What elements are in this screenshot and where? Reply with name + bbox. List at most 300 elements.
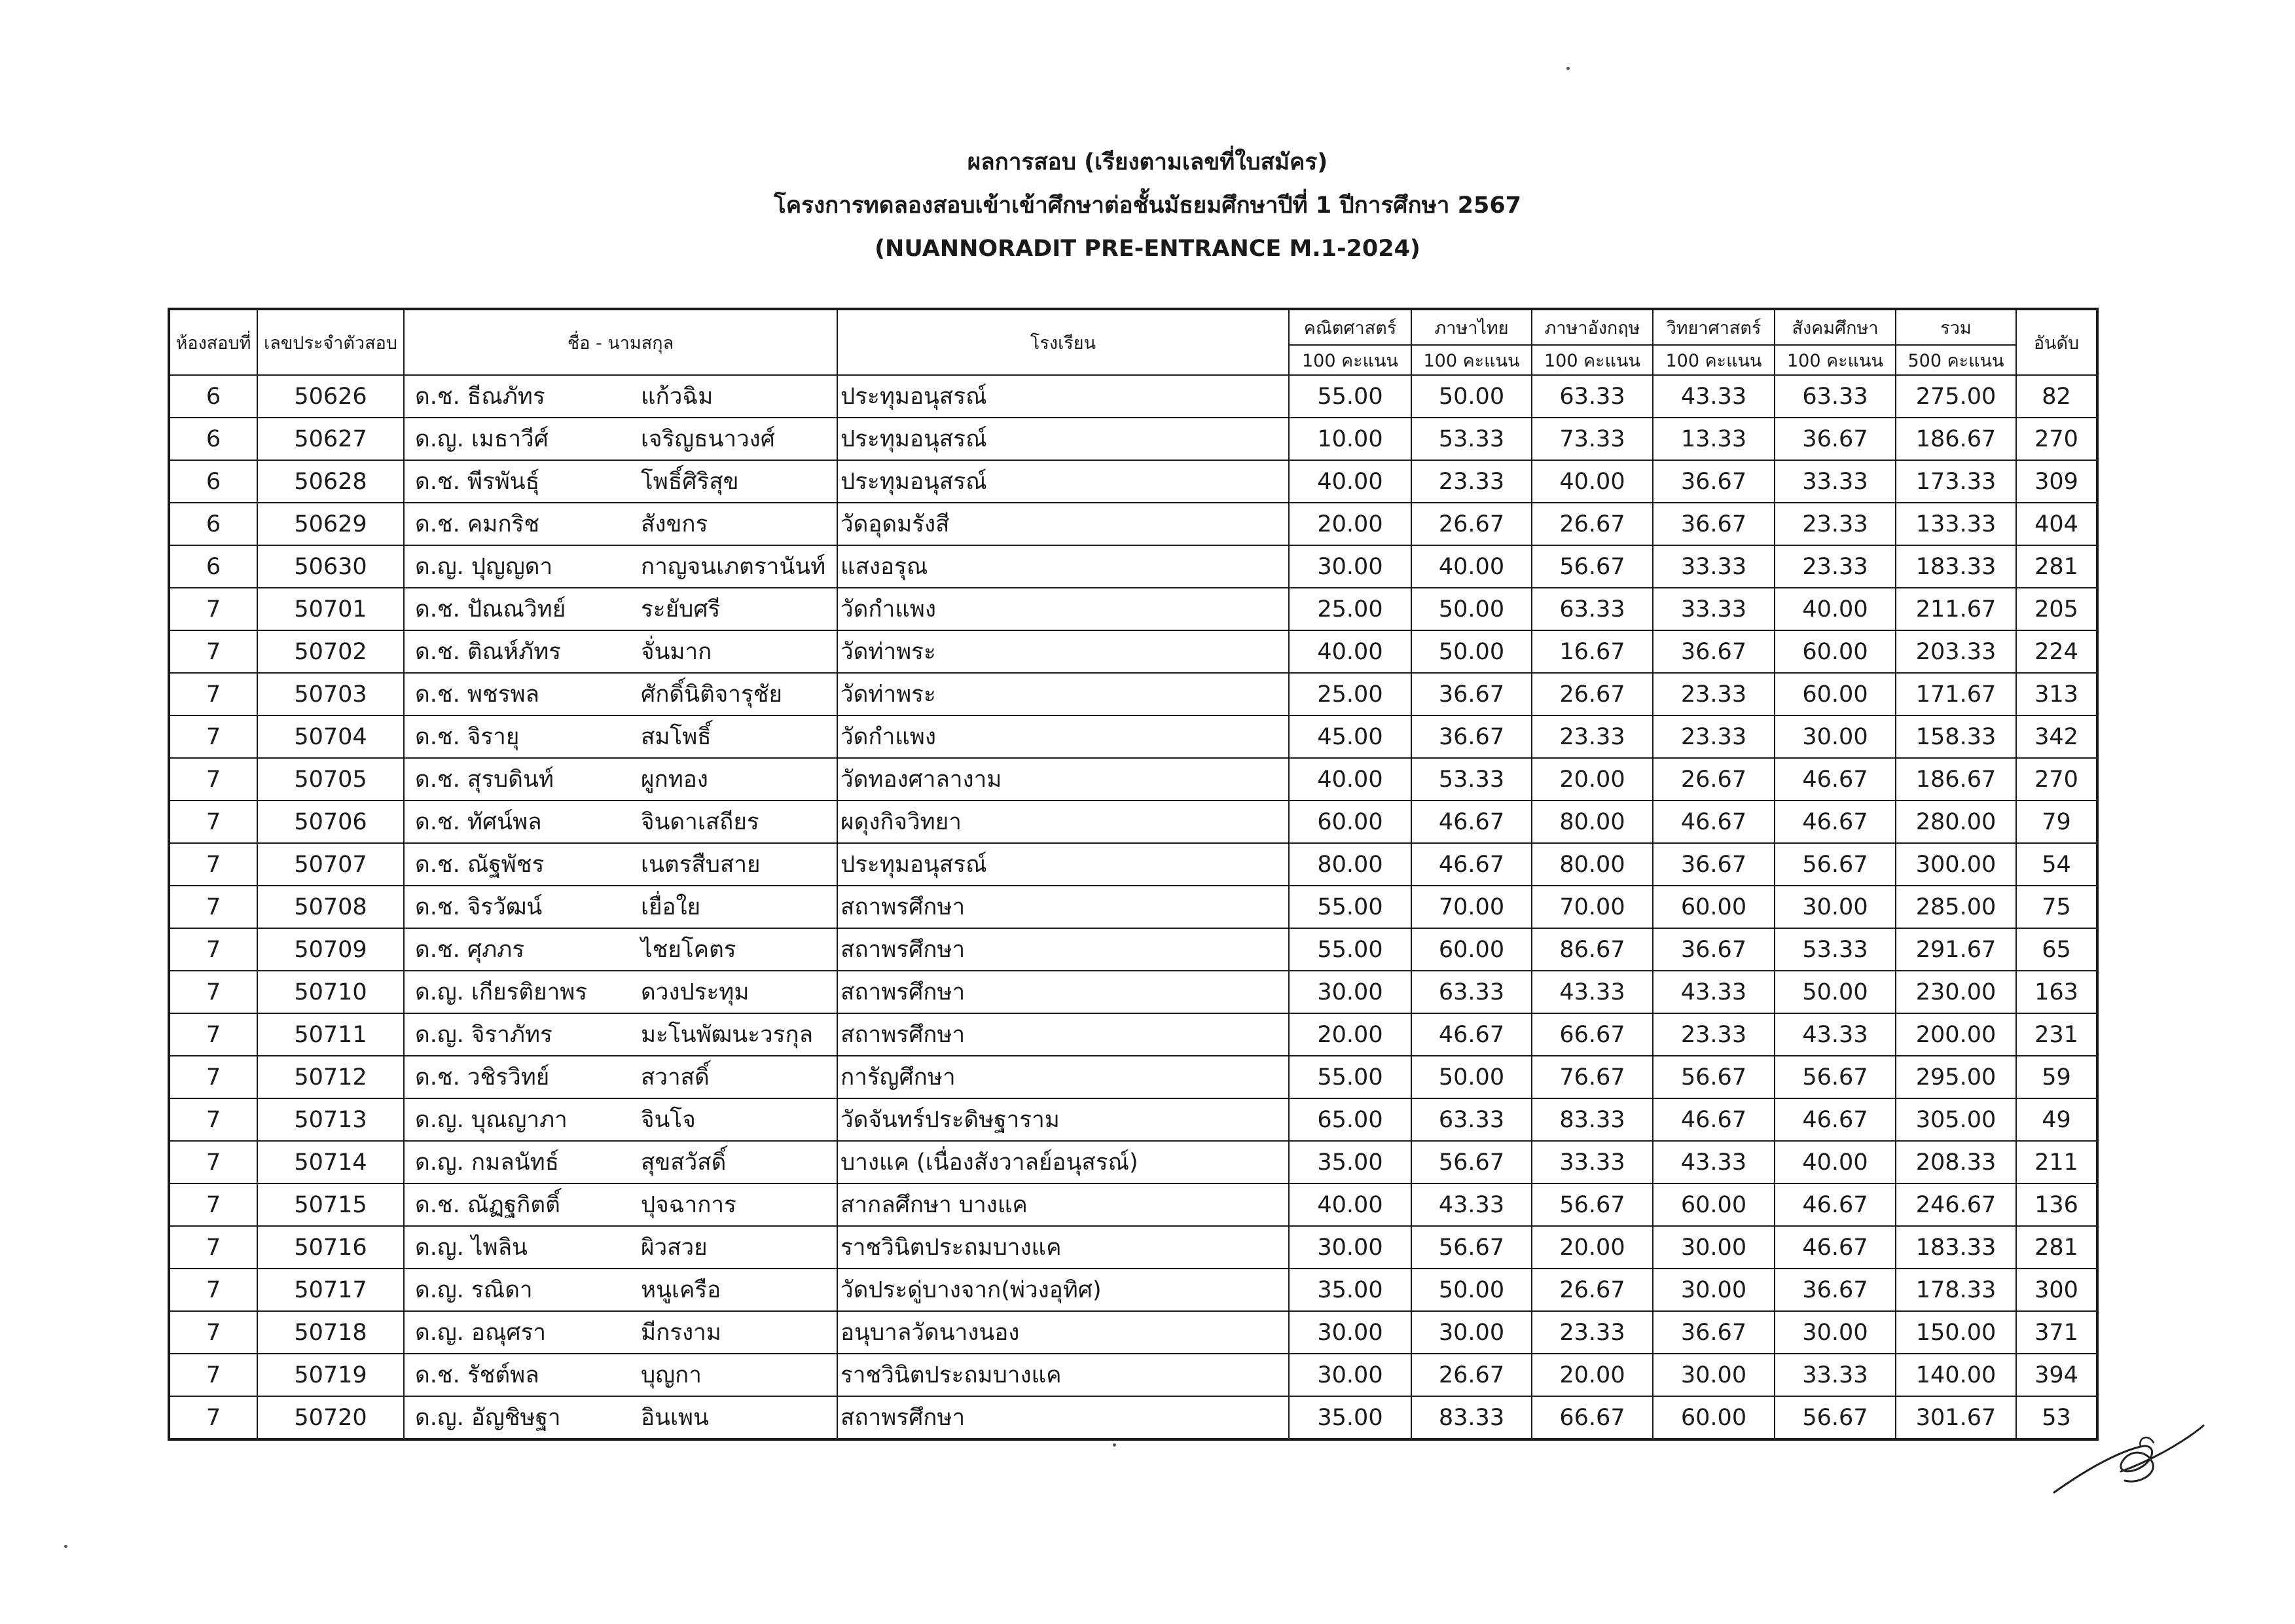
cell-total: 178.33 xyxy=(1896,1269,2016,1311)
title-line-1: ผลการสอบ (เรียงตามเลขที่ใบสมัคร) xyxy=(967,149,1328,175)
cell-name xyxy=(404,1013,837,1056)
last-name: จั่นมาก xyxy=(641,639,712,665)
cell-rank: 136 xyxy=(2016,1183,2097,1226)
cell-exam-id: 50701 xyxy=(257,588,404,630)
table-row xyxy=(169,1311,2097,1354)
cell-math: 35.00 xyxy=(1289,1396,1411,1439)
cell-room: 7 xyxy=(169,928,257,971)
cell-science: 36.67 xyxy=(1653,1311,1775,1354)
last-name: อินเพน xyxy=(641,1405,709,1431)
cell-thai: 56.67 xyxy=(1411,1226,1532,1269)
last-name: สวาสดิ์ xyxy=(641,1064,710,1091)
header-school: โรงเรียน xyxy=(837,309,1289,375)
cell-school: ราชวินิตประถมบางแค xyxy=(837,1354,1289,1396)
header-max-total: 500 คะแนน xyxy=(1896,345,2016,375)
cell-science: 60.00 xyxy=(1653,886,1775,928)
cell-rank: 53 xyxy=(2016,1396,2097,1439)
first-name: ด.ช. พีรพันธุ์ xyxy=(415,469,540,495)
cell-science: 46.67 xyxy=(1653,801,1775,843)
header-social: สังคมศึกษา xyxy=(1775,309,1896,345)
cell-social: 46.67 xyxy=(1775,1183,1896,1226)
header-max-thai: 100 คะแนน xyxy=(1411,345,1532,375)
header-rank: อันดับ xyxy=(2016,309,2097,375)
cell-school: วัดประดู่บางจาก(พ่วงอุทิศ) xyxy=(837,1269,1289,1311)
cell-name xyxy=(404,758,837,801)
cell-room: 7 xyxy=(169,801,257,843)
cell-english: 40.00 xyxy=(1532,460,1653,503)
cell-room: 7 xyxy=(169,715,257,758)
cell-name xyxy=(404,715,837,758)
cell-school: การัญศึกษา xyxy=(837,1056,1289,1098)
last-name: โพธิ์ศิริสุข xyxy=(641,469,739,495)
cell-school: วัดกำแพง xyxy=(837,715,1289,758)
scan-speck xyxy=(1566,67,1570,70)
cell-english: 20.00 xyxy=(1532,1354,1653,1396)
last-name: หนูเครือ xyxy=(641,1277,721,1303)
cell-thai: 43.33 xyxy=(1411,1183,1532,1226)
cell-name xyxy=(404,843,837,886)
table-row xyxy=(169,630,2097,673)
first-name: ด.ช. พชรพล xyxy=(415,681,540,708)
cell-exam-id: 50704 xyxy=(257,715,404,758)
cell-exam-id: 50719 xyxy=(257,1354,404,1396)
cell-english: 63.33 xyxy=(1532,375,1653,418)
cell-school: วัดท่าพระ xyxy=(837,673,1289,715)
cell-name xyxy=(404,886,837,928)
cell-name xyxy=(404,545,837,588)
cell-school: ราชวินิตประถมบางแค xyxy=(837,1226,1289,1269)
cell-science: 30.00 xyxy=(1653,1354,1775,1396)
cell-science: 30.00 xyxy=(1653,1226,1775,1269)
cell-room: 7 xyxy=(169,1311,257,1354)
cell-thai: 83.33 xyxy=(1411,1396,1532,1439)
cell-name xyxy=(404,503,837,545)
table-row xyxy=(169,1183,2097,1226)
cell-thai: 63.33 xyxy=(1411,1098,1532,1141)
cell-name xyxy=(404,588,837,630)
first-name: ด.ช. ติณห์ภัทร xyxy=(415,639,562,665)
last-name: เนตรสืบสาย xyxy=(641,852,761,878)
cell-english: 26.67 xyxy=(1532,1269,1653,1311)
cell-rank: 394 xyxy=(2016,1354,2097,1396)
first-name: ด.ช. ธีณภัทร xyxy=(415,384,545,410)
header-english: ภาษาอังกฤษ xyxy=(1532,309,1653,345)
cell-rank: 281 xyxy=(2016,1226,2097,1269)
cell-science: 23.33 xyxy=(1653,715,1775,758)
cell-room: 7 xyxy=(169,1226,257,1269)
cell-rank: 300 xyxy=(2016,1269,2097,1311)
cell-social: 23.33 xyxy=(1775,503,1896,545)
cell-rank: 270 xyxy=(2016,418,2097,460)
last-name: ศักดิ์นิติจารุชัย xyxy=(641,681,783,708)
cell-social: 56.67 xyxy=(1775,843,1896,886)
cell-science: 43.33 xyxy=(1653,375,1775,418)
cell-room: 6 xyxy=(169,418,257,460)
cell-science: 60.00 xyxy=(1653,1396,1775,1439)
cell-exam-id: 50707 xyxy=(257,843,404,886)
cell-school: ประทุมอนุสรณ์ xyxy=(837,460,1289,503)
last-name: เยื่อใย xyxy=(641,894,701,920)
cell-name xyxy=(404,418,837,460)
cell-science: 36.67 xyxy=(1653,503,1775,545)
cell-english: 26.67 xyxy=(1532,673,1653,715)
cell-science: 13.33 xyxy=(1653,418,1775,460)
table-header xyxy=(169,309,2097,375)
table-row xyxy=(169,460,2097,503)
last-name: ผิวสวย xyxy=(641,1235,708,1261)
table-row xyxy=(169,758,2097,801)
cell-thai: 36.67 xyxy=(1411,673,1532,715)
table-row xyxy=(169,1269,2097,1311)
cell-room: 7 xyxy=(169,673,257,715)
cell-total: 246.67 xyxy=(1896,1183,2016,1226)
cell-rank: 211 xyxy=(2016,1141,2097,1183)
cell-english: 70.00 xyxy=(1532,886,1653,928)
cell-social: 23.33 xyxy=(1775,545,1896,588)
table-row xyxy=(169,673,2097,715)
table-row xyxy=(169,715,2097,758)
cell-school: สถาพรศึกษา xyxy=(837,886,1289,928)
table-row xyxy=(169,1396,2097,1439)
header-name: ชื่อ - นามสกุล xyxy=(404,309,837,375)
cell-room: 7 xyxy=(169,1183,257,1226)
cell-rank: 79 xyxy=(2016,801,2097,843)
cell-exam-id: 50713 xyxy=(257,1098,404,1141)
cell-total: 183.33 xyxy=(1896,1226,2016,1269)
cell-total: 285.00 xyxy=(1896,886,2016,928)
cell-social: 46.67 xyxy=(1775,1098,1896,1141)
table-row xyxy=(169,503,2097,545)
cell-exam-id: 50711 xyxy=(257,1013,404,1056)
cell-math: 25.00 xyxy=(1289,673,1411,715)
cell-math: 30.00 xyxy=(1289,971,1411,1013)
first-name: ด.ช. ศุภภร xyxy=(415,937,525,963)
first-name: ด.ญ. จิราภัทร xyxy=(415,1022,552,1048)
cell-exam-id: 50630 xyxy=(257,545,404,588)
cell-english: 80.00 xyxy=(1532,843,1653,886)
cell-name xyxy=(404,630,837,673)
first-name: ด.ช. ปัณณวิทย์ xyxy=(415,596,566,623)
cell-thai: 63.33 xyxy=(1411,971,1532,1013)
cell-english: 80.00 xyxy=(1532,801,1653,843)
cell-math: 40.00 xyxy=(1289,630,1411,673)
cell-total: 305.00 xyxy=(1896,1098,2016,1141)
last-name: มะโนพัฒนะวรกุล xyxy=(641,1022,814,1048)
cell-math: 40.00 xyxy=(1289,758,1411,801)
cell-room: 7 xyxy=(169,971,257,1013)
cell-english: 20.00 xyxy=(1532,758,1653,801)
cell-math: 30.00 xyxy=(1289,1311,1411,1354)
cell-total: 208.33 xyxy=(1896,1141,2016,1183)
cell-room: 7 xyxy=(169,1056,257,1098)
cell-math: 20.00 xyxy=(1289,503,1411,545)
cell-name xyxy=(404,1354,837,1396)
cell-rank: 205 xyxy=(2016,588,2097,630)
cell-exam-id: 50716 xyxy=(257,1226,404,1269)
table-row xyxy=(169,1354,2097,1396)
cell-school: วัดท่าพระ xyxy=(837,630,1289,673)
cell-name xyxy=(404,1098,837,1141)
table-row xyxy=(169,1056,2097,1098)
cell-rank: 281 xyxy=(2016,545,2097,588)
cell-social: 63.33 xyxy=(1775,375,1896,418)
cell-exam-id: 50627 xyxy=(257,418,404,460)
cell-english: 23.33 xyxy=(1532,715,1653,758)
cell-rank: 309 xyxy=(2016,460,2097,503)
cell-rank: 49 xyxy=(2016,1098,2097,1141)
title-line-2: โครงการทดลองสอบเข้าเข้าศึกษาต่อชั้นมัธยมศึกษาปีที่ 1 ปีการศึกษา 2567 xyxy=(773,192,1522,219)
cell-exam-id: 50706 xyxy=(257,801,404,843)
cell-science: 60.00 xyxy=(1653,1183,1775,1226)
cell-total: 150.00 xyxy=(1896,1311,2016,1354)
cell-rank: 54 xyxy=(2016,843,2097,886)
first-name: ด.ช. ณัฐพัชร xyxy=(415,852,545,878)
cell-total: 140.00 xyxy=(1896,1354,2016,1396)
cell-rank: 270 xyxy=(2016,758,2097,801)
cell-name xyxy=(404,801,837,843)
cell-total: 186.67 xyxy=(1896,418,2016,460)
cell-exam-id: 50709 xyxy=(257,928,404,971)
cell-room: 7 xyxy=(169,886,257,928)
cell-thai: 53.33 xyxy=(1411,418,1532,460)
cell-school: วัดจันทร์ประดิษฐาราม xyxy=(837,1098,1289,1141)
table-row xyxy=(169,588,2097,630)
first-name: ด.ญ. กมลนัทธ์ xyxy=(415,1149,559,1176)
table-row xyxy=(169,843,2097,886)
cell-exam-id: 50705 xyxy=(257,758,404,801)
cell-social: 56.67 xyxy=(1775,1056,1896,1098)
cell-total: 171.67 xyxy=(1896,673,2016,715)
last-name: จินโจ xyxy=(641,1107,696,1133)
cell-total: 295.00 xyxy=(1896,1056,2016,1098)
first-name: ด.ญ. อณุศรา xyxy=(415,1320,547,1346)
cell-social: 53.33 xyxy=(1775,928,1896,971)
cell-english: 33.33 xyxy=(1532,1141,1653,1183)
cell-math: 10.00 xyxy=(1289,418,1411,460)
cell-english: 56.67 xyxy=(1532,545,1653,588)
cell-social: 46.67 xyxy=(1775,801,1896,843)
cell-science: 43.33 xyxy=(1653,1141,1775,1183)
cell-school: แสงอรุณ xyxy=(837,545,1289,588)
header-thai: ภาษาไทย xyxy=(1411,309,1532,345)
cell-name xyxy=(404,1141,837,1183)
cell-social: 46.67 xyxy=(1775,758,1896,801)
cell-room: 6 xyxy=(169,545,257,588)
cell-english: 86.67 xyxy=(1532,928,1653,971)
cell-room: 7 xyxy=(169,1354,257,1396)
cell-science: 36.67 xyxy=(1653,460,1775,503)
cell-school: วัดอุดมรังสี xyxy=(837,503,1289,545)
cell-social: 30.00 xyxy=(1775,1311,1896,1354)
first-name: ด.ญ. อัญชิษฐา xyxy=(415,1405,561,1431)
cell-school: วัดกำแพง xyxy=(837,588,1289,630)
cell-exam-id: 50715 xyxy=(257,1183,404,1226)
cell-science: 33.33 xyxy=(1653,545,1775,588)
cell-english: 43.33 xyxy=(1532,971,1653,1013)
last-name: ปุจฉาการ xyxy=(641,1192,736,1218)
first-name: ด.ญ. ปุญญดา xyxy=(415,554,553,580)
last-name: จินดาเสถียร xyxy=(641,809,759,835)
cell-room: 7 xyxy=(169,1396,257,1439)
scan-speck xyxy=(64,1545,67,1548)
header-id: เลขประจำตัวสอบ xyxy=(257,309,404,375)
last-name: ผูกทอง xyxy=(641,767,708,793)
cell-science: 36.67 xyxy=(1653,843,1775,886)
first-name: ด.ช. จิรวัฒน์ xyxy=(415,894,543,920)
table-row xyxy=(169,375,2097,418)
cell-exam-id: 50720 xyxy=(257,1396,404,1439)
cell-total: 173.33 xyxy=(1896,460,2016,503)
cell-math: 25.00 xyxy=(1289,588,1411,630)
table-row xyxy=(169,418,2097,460)
table-row xyxy=(169,971,2097,1013)
cell-social: 60.00 xyxy=(1775,673,1896,715)
cell-rank: 404 xyxy=(2016,503,2097,545)
cell-total: 133.33 xyxy=(1896,503,2016,545)
table-row xyxy=(169,1226,2097,1269)
cell-thai: 50.00 xyxy=(1411,1269,1532,1311)
header-max-science: 100 คะแนน xyxy=(1653,345,1775,375)
cell-english: 23.33 xyxy=(1532,1311,1653,1354)
header-max-social: 100 คะแนน xyxy=(1775,345,1896,375)
cell-science: 23.33 xyxy=(1653,673,1775,715)
cell-math: 55.00 xyxy=(1289,928,1411,971)
header-max-english: 100 คะแนน xyxy=(1532,345,1653,375)
cell-school: ประทุมอนุสรณ์ xyxy=(837,418,1289,460)
cell-exam-id: 50717 xyxy=(257,1269,404,1311)
cell-school: สถาพรศึกษา xyxy=(837,1013,1289,1056)
cell-math: 80.00 xyxy=(1289,843,1411,886)
cell-rank: 82 xyxy=(2016,375,2097,418)
cell-room: 6 xyxy=(169,460,257,503)
cell-school: สถาพรศึกษา xyxy=(837,1396,1289,1439)
cell-school: บางแค (เนื่องสังวาลย์อนุสรณ์) xyxy=(837,1141,1289,1183)
cell-school: ประทุมอนุสรณ์ xyxy=(837,843,1289,886)
cell-exam-id: 50628 xyxy=(257,460,404,503)
first-name: ด.ช. ณัฏฐกิตติ์ xyxy=(415,1192,560,1218)
first-name: ด.ญ. บุณญาภา xyxy=(415,1107,568,1133)
last-name: ระยับศรี xyxy=(641,596,721,623)
first-name: ด.ญ. เกียรติยาพร xyxy=(415,979,588,1005)
cell-room: 7 xyxy=(169,1013,257,1056)
cell-thai: 26.67 xyxy=(1411,503,1532,545)
cell-social: 40.00 xyxy=(1775,588,1896,630)
cell-english: 66.67 xyxy=(1532,1013,1653,1056)
cell-thai: 56.67 xyxy=(1411,1141,1532,1183)
cell-name xyxy=(404,375,837,418)
cell-name xyxy=(404,1396,837,1439)
cell-total: 291.67 xyxy=(1896,928,2016,971)
first-name: ด.ช. คมกริช xyxy=(415,511,540,537)
cell-thai: 23.33 xyxy=(1411,460,1532,503)
cell-social: 30.00 xyxy=(1775,886,1896,928)
cell-rank: 59 xyxy=(2016,1056,2097,1098)
cell-english: 83.33 xyxy=(1532,1098,1653,1141)
cell-thai: 50.00 xyxy=(1411,375,1532,418)
cell-school: สถาพรศึกษา xyxy=(837,928,1289,971)
cell-total: 186.67 xyxy=(1896,758,2016,801)
cell-social: 50.00 xyxy=(1775,971,1896,1013)
header-total: รวม xyxy=(1896,309,2016,345)
header-math: คณิตศาสตร์ xyxy=(1289,309,1411,345)
cell-social: 36.67 xyxy=(1775,1269,1896,1311)
results-table xyxy=(168,308,2099,1441)
cell-science: 30.00 xyxy=(1653,1269,1775,1311)
cell-math: 20.00 xyxy=(1289,1013,1411,1056)
cell-exam-id: 50626 xyxy=(257,375,404,418)
cell-thai: 50.00 xyxy=(1411,588,1532,630)
cell-math: 60.00 xyxy=(1289,801,1411,843)
cell-thai: 50.00 xyxy=(1411,1056,1532,1098)
cell-social: 30.00 xyxy=(1775,715,1896,758)
cell-math: 30.00 xyxy=(1289,1354,1411,1396)
cell-name xyxy=(404,1311,837,1354)
cell-total: 230.00 xyxy=(1896,971,2016,1013)
cell-total: 300.00 xyxy=(1896,843,2016,886)
cell-thai: 60.00 xyxy=(1411,928,1532,971)
cell-total: 275.00 xyxy=(1896,375,2016,418)
cell-school: สถาพรศึกษา xyxy=(837,971,1289,1013)
cell-school: วัดทองศาลางาม xyxy=(837,758,1289,801)
last-name: สุขสวัสดิ์ xyxy=(641,1149,727,1176)
cell-social: 43.33 xyxy=(1775,1013,1896,1056)
table-body xyxy=(169,375,2097,1439)
cell-rank: 224 xyxy=(2016,630,2097,673)
cell-exam-id: 50703 xyxy=(257,673,404,715)
cell-thai: 36.67 xyxy=(1411,715,1532,758)
cell-thai: 53.33 xyxy=(1411,758,1532,801)
cell-total: 301.67 xyxy=(1896,1396,2016,1439)
cell-name xyxy=(404,1269,837,1311)
cell-room: 7 xyxy=(169,1269,257,1311)
table-row xyxy=(169,886,2097,928)
header-max-math: 100 คะแนน xyxy=(1289,345,1411,375)
cell-math: 55.00 xyxy=(1289,886,1411,928)
cell-thai: 40.00 xyxy=(1411,545,1532,588)
first-name: ด.ช. วชิรวิทย์ xyxy=(415,1064,550,1091)
cell-name xyxy=(404,971,837,1013)
last-name: แก้วฉิม xyxy=(641,384,714,410)
cell-science: 36.67 xyxy=(1653,630,1775,673)
cell-science: 23.33 xyxy=(1653,1013,1775,1056)
cell-school: อนุบาลวัดนางนอง xyxy=(837,1311,1289,1354)
table-row xyxy=(169,1013,2097,1056)
document-titles xyxy=(0,141,2295,270)
signature-mark xyxy=(2042,1394,2213,1506)
cell-social: 33.33 xyxy=(1775,460,1896,503)
cell-school: สากลศึกษา บางแค xyxy=(837,1183,1289,1226)
cell-room: 7 xyxy=(169,843,257,886)
cell-total: 203.33 xyxy=(1896,630,2016,673)
table-row xyxy=(169,801,2097,843)
table-row xyxy=(169,545,2097,588)
first-name: ด.ญ. รณิดา xyxy=(415,1277,533,1303)
cell-room: 6 xyxy=(169,503,257,545)
cell-exam-id: 50712 xyxy=(257,1056,404,1098)
cell-exam-id: 50710 xyxy=(257,971,404,1013)
cell-thai: 46.67 xyxy=(1411,843,1532,886)
cell-rank: 342 xyxy=(2016,715,2097,758)
cell-science: 33.33 xyxy=(1653,588,1775,630)
cell-math: 30.00 xyxy=(1289,545,1411,588)
cell-science: 36.67 xyxy=(1653,928,1775,971)
table-row xyxy=(169,928,2097,971)
cell-science: 26.67 xyxy=(1653,758,1775,801)
first-name: ด.ช. สุรบดินท์ xyxy=(415,767,554,793)
cell-name xyxy=(404,673,837,715)
cell-rank: 75 xyxy=(2016,886,2097,928)
cell-rank: 231 xyxy=(2016,1013,2097,1056)
